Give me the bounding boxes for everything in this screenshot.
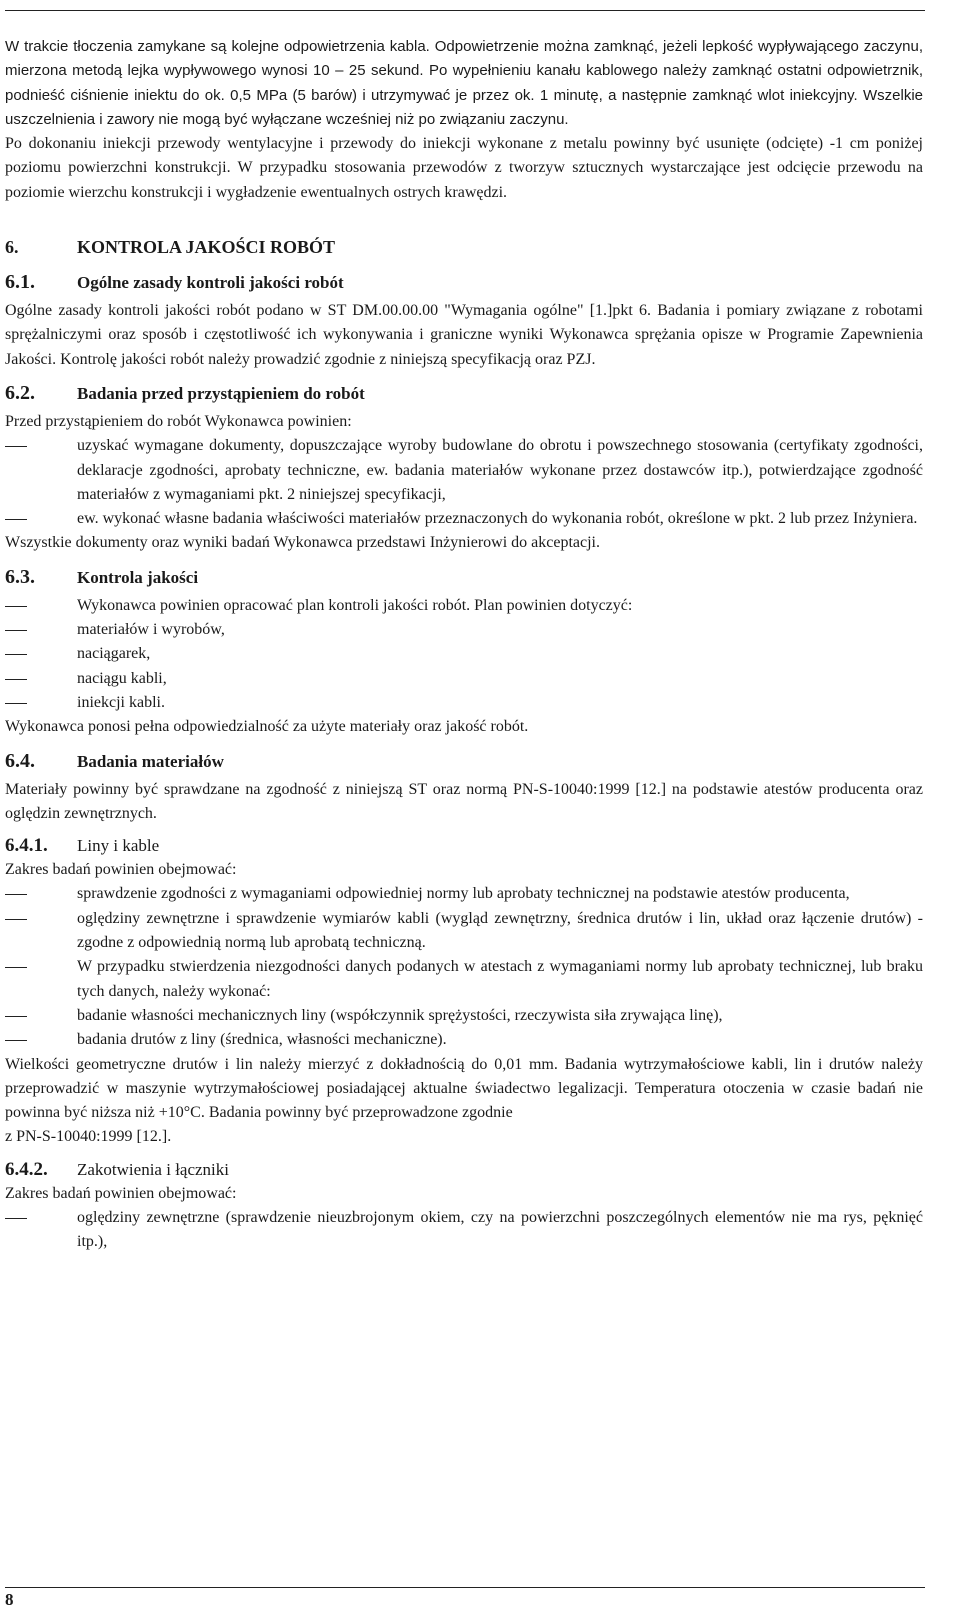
list-item: oględziny zewnętrzne (sprawdzenie nieuzbrojonym okiem, czy na powierzchni poszczególnych elementów nie ma rys, pęknięć itp.), bbox=[5, 1206, 923, 1255]
list-lead: Zakres badań powinien obejmować: bbox=[5, 1184, 237, 1202]
page-number: 8 bbox=[5, 1590, 14, 1609]
list-item: materiałów i wyrobów, bbox=[5, 618, 923, 642]
section-number: 6.2. bbox=[5, 381, 35, 404]
section-title: KONTROLA JAKOŚCI ROBÓT bbox=[77, 237, 336, 258]
footer-rule bbox=[5, 1587, 925, 1588]
list-item: W przypadku stwierdzenia niezgodności danych podanych w atestach z wymaganiami normy lub aprobaty technicznej, lub braku tych danych, należy wykonać: bbox=[5, 955, 923, 1004]
section-title: Badania przed przystąpieniem do robót bbox=[77, 383, 365, 403]
section-6-2-heading bbox=[5, 380, 923, 407]
list-item: naciągu kabli, bbox=[5, 667, 923, 691]
section-number: 6.1. bbox=[5, 271, 35, 294]
dash-list bbox=[5, 594, 923, 715]
paragraph-cutting-pipes: Po dokonaniu iniekcji przewody wentylacyjne i przewody do iniekcji wykonane z metalu powinny być usunięte (odcięte) -1 cm poniżej poziomu powierzchni konstrukcji. W przypadku stosowania przewodów z tworzyw sztucznych wystarczające jest odcięcie przewodu na poziomie wierzchu konstrukcji i wygładzenie ewentualnych ostrych krawędzi. bbox=[5, 135, 923, 201]
list-item: ew. wykonać własne badania właściwości materiałów przeznaczonych do wykonania robót, określone w pkt. 2 lub przez Inżyniera. bbox=[5, 507, 923, 531]
section-6-3-heading bbox=[5, 564, 923, 591]
list-item: sprawdzenie zgodności z wymaganiami odpowiedniej normy lub aprobaty technicznej na podstawie atestów producenta, bbox=[5, 882, 923, 906]
section-number: 6. bbox=[5, 237, 19, 258]
dash-list bbox=[5, 882, 923, 1052]
list-lead: Zakres badań powinien obejmować: bbox=[5, 861, 237, 879]
list-lead: Przed przystąpieniem do robót Wykonawca powinien: bbox=[5, 412, 352, 430]
section-title: Ogólne zasady kontroli jakości robót bbox=[77, 273, 344, 293]
section-title: Liny i kable bbox=[77, 836, 160, 856]
document-body bbox=[5, 35, 923, 1255]
section-title: Kontrola jakości bbox=[77, 567, 199, 587]
paragraph-geometry-testing: Wielkości geometryczne drutów i lin należy mierzyć z dokładnością do 0,01 mm. Badania wytrzymałościowe kabli, lin i drutów należy przeprowadzić w maszynie wytrzymałościowej posiadającej aktualne świadectwo legalizacji. Temperatura otoczenia w czasie badań nie powinna być niższa niż +10°C. Badania powinny być przeprowadzone zgodnie bbox=[5, 1055, 923, 1122]
section-number: 6.4.2. bbox=[5, 1158, 48, 1180]
list-item: iniekcji kabli. bbox=[5, 691, 923, 715]
list-item: badania drutów z liny (średnica, własności mechaniczne). bbox=[5, 1028, 923, 1052]
section-number: 6.4. bbox=[5, 749, 35, 772]
section-6-4-1-heading bbox=[5, 834, 923, 858]
paragraph-materials: Materiały powinny być sprawdzane na zgodność z niniejszą ST oraz normą PN-S-10040:1999 [12.] na podstawie atestów producenta oraz oględzin zewnętrznych. bbox=[5, 780, 923, 822]
dash-list bbox=[5, 1206, 923, 1255]
list-item: oględziny zewnętrzne i sprawdzenie wymiarów kabli (wygląd zewnętrzny, średnica drutów i lin, układ oraz łączenie drutów) - zgodne z odpowiednią normą lub aprobatą techniczną. bbox=[5, 907, 923, 956]
paragraph-injection-venting: W trakcie tłoczenia zamykane są kolejne odpowietrzenia kabla. Odpowietrzenie można zamknąć, jeżeli lepkość wypływającego zaczynu, mierzona metodą lejka wypływowego wynosi 10 – 25 sekund. Po wypełnieniu kanału kablowego należy zamknąć ostatni odpowietrznik, podnieść ciśnienie iniektu do ok. 0,5 MPa (5 barów) i utrzymywać je przez ok. 1 minutę, a następnie zamknąć wlot iniekcyjny. Wszelkie uszczelnienia i zawory nie mogą być wyłączane wcześniej niż po związaniu zaczynu. bbox=[5, 38, 923, 128]
section-title: Badania materiałów bbox=[77, 751, 224, 771]
section-6-4-2-heading bbox=[5, 1158, 923, 1182]
section-6-1-heading bbox=[5, 269, 923, 296]
section-number: 6.4.1. bbox=[5, 835, 48, 857]
header-rule bbox=[5, 10, 925, 11]
paragraph-standard-reference: z PN-S-10040:1999 [12.]. bbox=[5, 1128, 172, 1146]
list-item: naciągarek, bbox=[5, 642, 923, 666]
paragraph-documents: Wszystkie dokumenty oraz wyniki badań Wykonawca przedstawi Inżynierowi do akceptacji. bbox=[5, 534, 600, 552]
section-title: Zakotwienia i łączniki bbox=[77, 1159, 229, 1179]
section-6-4-heading bbox=[5, 748, 923, 775]
list-item: badanie własności mechanicznych liny (współczynnik sprężystości, rzeczywista siła zrywająca linę), bbox=[5, 1004, 923, 1028]
paragraph-general-rules: Ogólne zasady kontroli jakości robót podano w ST DM.00.00.00 "Wymagania ogólne" [1.]pkt 6. Badania i pomiary związane z robotami sprężalniczymi oraz sposób i częstotliwość ich wykonywania i graniczne wyniki Wykonawca sprężania opisze w Programie Zapewnienia Jakości. Kontrolę jakości robót należy prowadzić zgodnie z niniejszą specyfikacją oraz PZJ. bbox=[5, 302, 923, 368]
list-item: uzyskać wymagane dokumenty, dopuszczające wyroby budowlane do obrotu i powszechnego stosowania (certyfikaty zgodności, deklaracje zgodności, aprobaty techniczne, ew. badania materiałów wykonane przez dostawców itp.), potwierdzające zgodność materiałów z wymaganiami pkt. 2 niniejszej specyfikacji, bbox=[5, 434, 923, 507]
paragraph-responsibility: Wykonawca ponosi pełna odpowiedzialność za użyte materiały oraz jakość robót. bbox=[5, 718, 529, 736]
section-number: 6.3. bbox=[5, 565, 35, 588]
section-6-heading bbox=[5, 235, 923, 259]
list-item: Wykonawca powinien opracować plan kontroli jakości robót. Plan powinien dotyczyć: bbox=[5, 594, 923, 618]
dash-list bbox=[5, 434, 923, 531]
